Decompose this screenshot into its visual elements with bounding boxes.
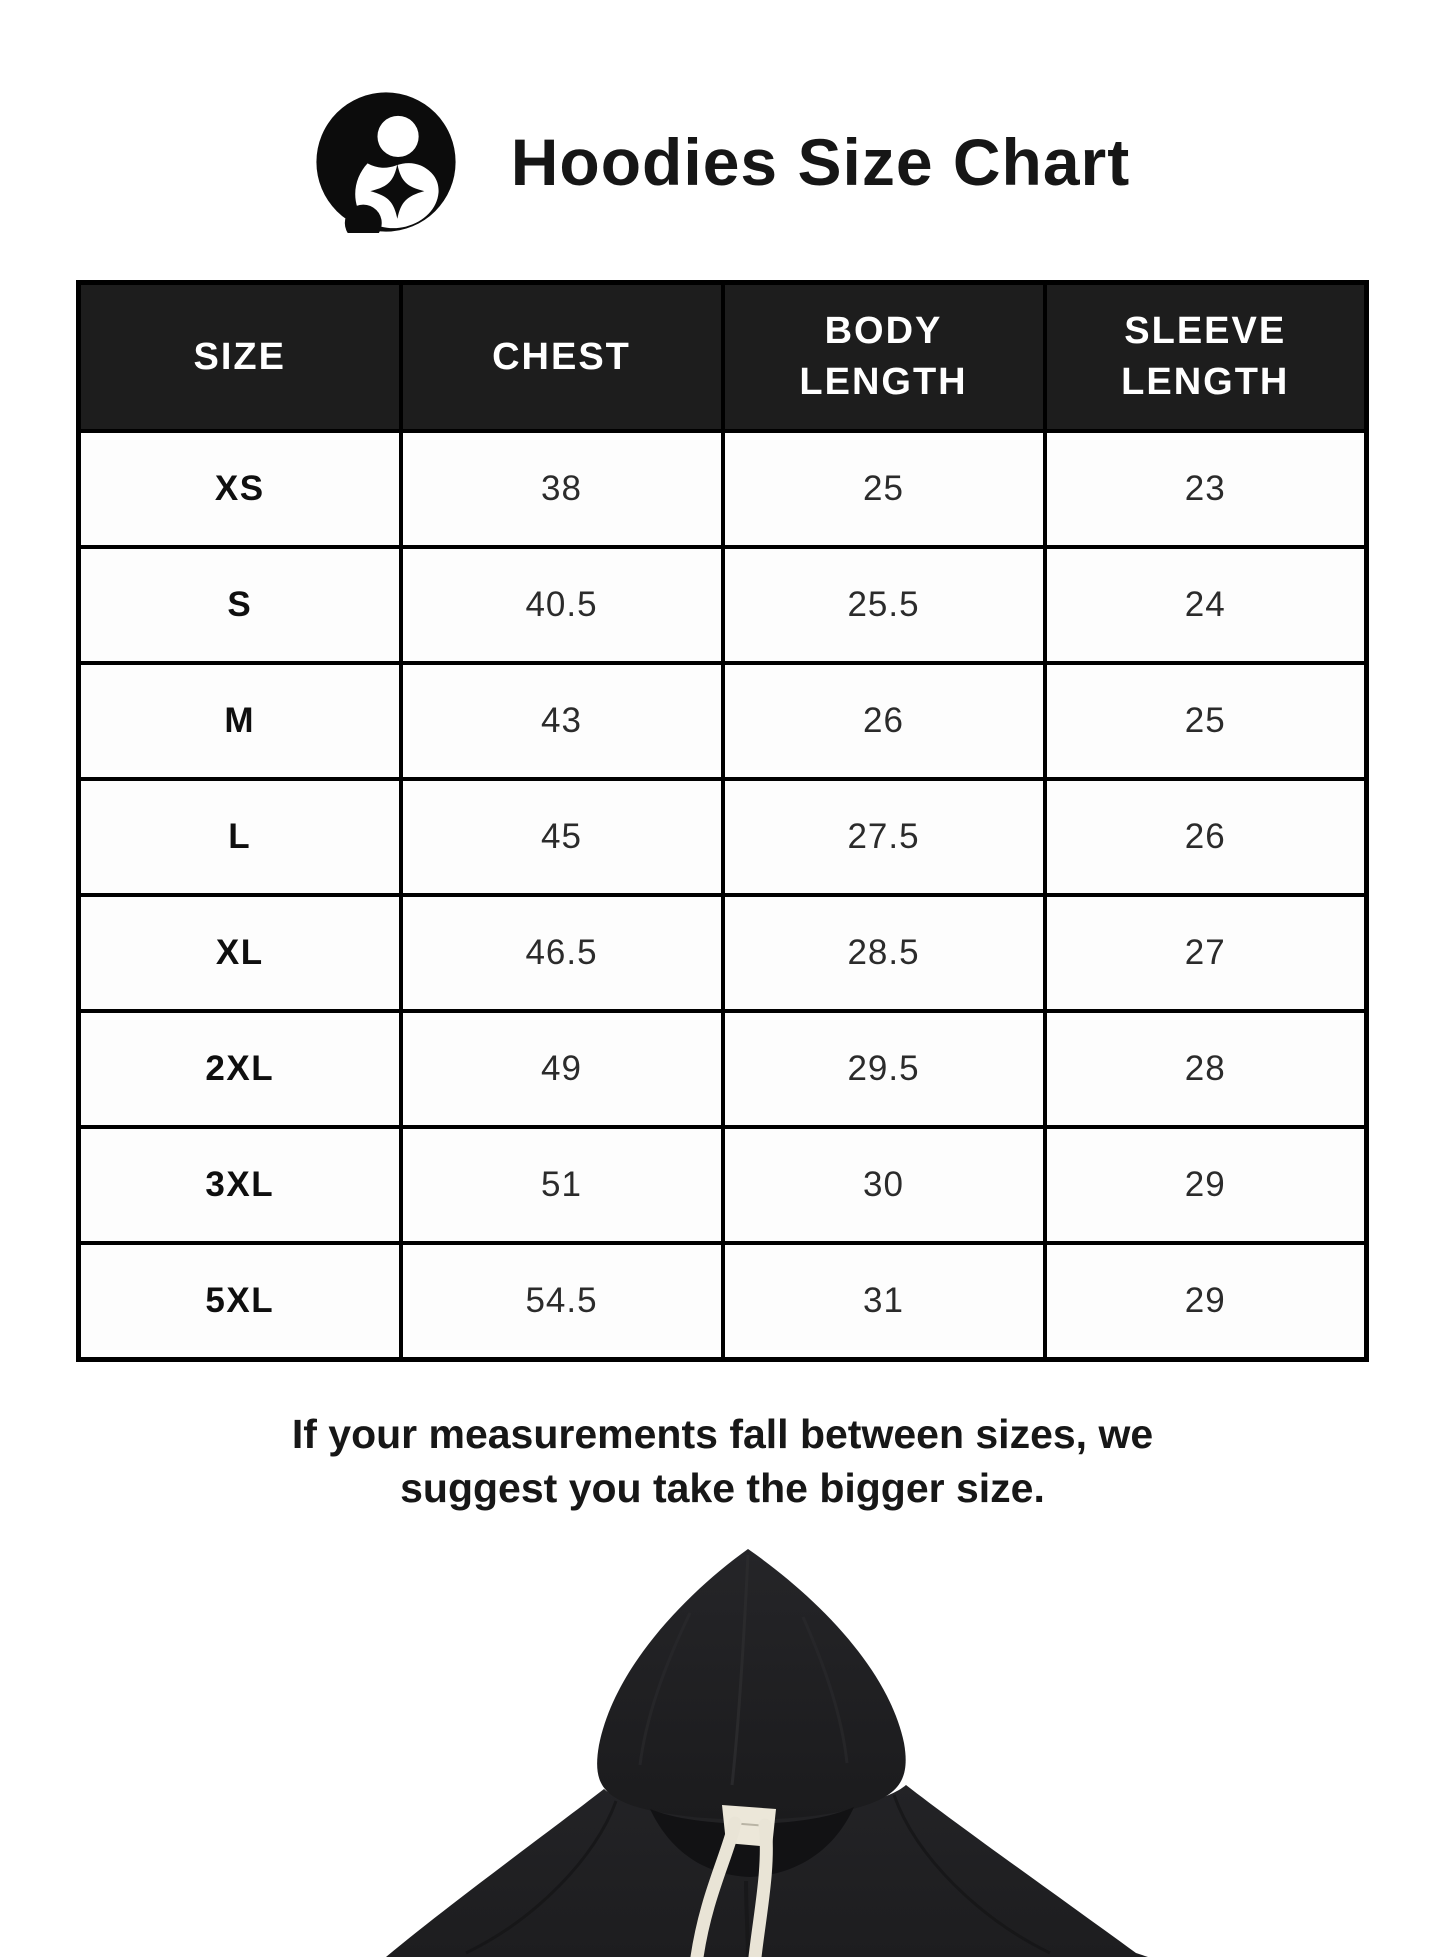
size-cell: XS [79,431,401,547]
sleeve-length-cell: 26 [1045,779,1367,895]
table-row [79,895,1367,1011]
chest-cell: 43 [401,663,723,779]
sleeve-length-cell: 25 [1045,663,1367,779]
fit-note-line-2: suggest you take the bigger size. [400,1464,1045,1511]
size-cell: XL [79,895,401,1011]
body-length-cell: 25 [723,431,1045,547]
column-header-chest: CHEST [401,283,723,432]
sleeve-length-cell: 23 [1045,431,1367,547]
chest-cell: 49 [401,1011,723,1127]
chest-cell: 54.5 [401,1243,723,1360]
body-length-cell: 30 [723,1127,1045,1243]
body-length-cell: 28.5 [723,895,1045,1011]
body-length-cell: 26 [723,663,1045,779]
size-cell: 2XL [79,1011,401,1127]
table-row [79,547,1367,663]
size-cell: L [79,779,401,895]
body-length-cell: 31 [723,1243,1045,1360]
size-chart-table [76,280,1369,1362]
chest-cell: 45 [401,779,723,895]
sleeve-length-cell: 29 [1045,1127,1367,1243]
body-length-cell: 27.5 [723,779,1045,895]
hood-shape [597,1549,906,1820]
chest-cell: 51 [401,1127,723,1243]
sleeve-length-cell: 24 [1045,547,1367,663]
fit-note [0,1408,1445,1515]
column-header-body-length: BODY LENGTH [723,283,1045,432]
column-header-sleeve-length: SLEEVE LENGTH [1045,283,1367,432]
body-length-cell: 29.5 [723,1011,1045,1127]
chest-cell: 46.5 [401,895,723,1011]
table-header [79,283,1367,432]
table-row [79,779,1367,895]
brand-logo-icon [315,91,457,233]
size-cell: S [79,547,401,663]
size-cell: 5XL [79,1243,401,1360]
table-row [79,1127,1367,1243]
column-header-size: SIZE [79,283,401,432]
page-title: Hoodies Size Chart [510,125,1131,200]
table-row [79,1243,1367,1360]
body-length-cell: 25.5 [723,547,1045,663]
size-cell: 3XL [79,1127,401,1243]
sleeve-length-cell: 27 [1045,895,1367,1011]
page-header [0,0,1445,244]
table-row [79,663,1367,779]
chest-cell: 38 [401,431,723,547]
table-body [79,431,1367,1360]
size-cell: M [79,663,401,779]
chest-cell: 40.5 [401,547,723,663]
table-row [79,1011,1367,1127]
header-row [79,283,1367,432]
hoodie-photo [0,1527,1445,1957]
table-row [79,431,1367,547]
hoodie-image [298,1527,1148,1957]
sleeve-length-cell: 28 [1045,1011,1367,1127]
sleeve-length-cell: 29 [1045,1243,1367,1360]
fit-note-line-1: If your measurements fall between sizes, we [291,1411,1154,1458]
